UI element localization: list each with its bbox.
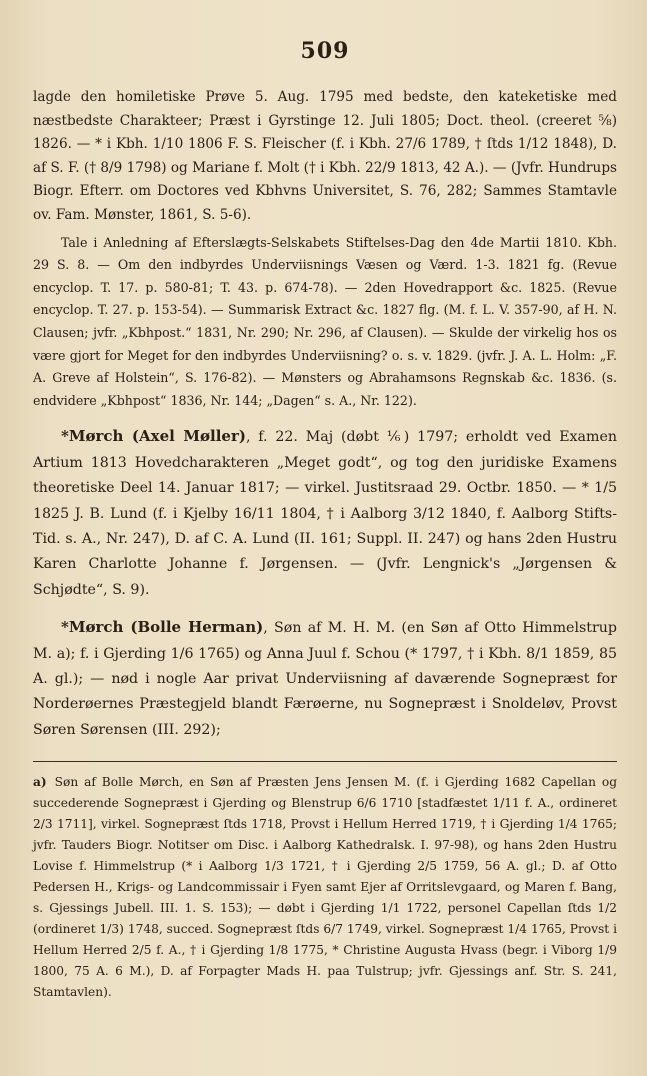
references-paragraph: Tale i Anledning af Efterslægts-Selskabets Stiftelses-Dag den 4de Martii 1810. Kbh. 29 S. 8. — Om den indbyrdes Underviisnings Væsen og Værd. 1-3. 1821 fg. (Revue encyclop. T. 17. p. 580-81; T. 43. p. 674-78). — 2den Hovedrapport &c. 1825. (Revue encyclop. T. 27. p. 153-54). — Summarisk Extract &c. 1827 flg. (M. f. L. V. 357-90, af H. N. Clausen; jvfr. „Kbhpost.“ 1831, Nr. 290; Nr. 296, af Clausen). — Skulde der virkelig hos os være gjort for Meget for den indbyrdes Underviisning? o. s. v. 1829. (jvfr. J. A. L. Holm: „F. A. Greve af Holstein“, S. 176-82). — Mønsters og Abrahamsons Regnskab &c. 1836. (s. endvidere „Kbhpost“ 1836, Nr. 144; „Dagen“ s. A., Nr. 122). [33,234,617,408]
footnote-mark: a) [33,775,47,790]
footnote-divider [33,761,617,762]
footnote-text: Søn af Bolle Mørch, en Søn af Præsten Jens Jensen M. (f. i Gjerding 1682 Capellan og succederende Sognepræst i Gjerding og Blenstrup 6/6 1710 [stadfæstet 1/11 f. A., ordineret 2/3 1711], virkel. Sognepræst ſtds 1718, Provst i Hellum Herred 1719, † i Gjerding 1/4 1765; jvfr. Tauders Biogr. Notitser om Disc. i Aalborg Kathedralsk. I. 97-98), og hans 2den Hustru Lovise f. Himmelstrup (* i Aalborg 1/3 1721, † i Gjerding 2/5 1759, 56 A. gl.; D. af Otto Pedersen H., Krigs- og Landcommissair i Fyen samt Ejer af Orritslevgaard, og Maren f. Bang, s. Gjessings Jubell. III. 1. S. 153); — døbt i Gjerding 1/1 1722, personel Capellan ſtds 1/2 (ordineret 1/3) 1748, succed. Sognepræst ſtds 6/7 1749, virkel. Sognepræst 1/4 1765, Provst i Hellum Herred 2/5 f. A., † i Gjerding 1/8 1775, * Christine Augusta Hvass (begr. i Viborg 1/9 1800, 75 A. 6 M.), D. af Forpagter Mads H. paa Tulstrup; jvfr. Gjessings anf. Str. S. 241, Stamtavlen). [33,775,617,1000]
entry-text: , f. 22. Maj (døbt ⅙) 1797; erholdt ved Examen Artium 1813 Hovedcharakteren „Meget godt“, og tog den juridiske Examens theoretiske Deel 14. Januar 1817; — virkel. Justitsraad 29. Octbr. 1850. — * 1/5 1825 J. B. Lund (f. i Kjelby 16/11 1804, † i Aalborg 3/12 1840, f. Aalborg Stifts-Tid. s. A., Nr. 247), D. af C. A. Lund (II. 161; Suppl. II. 247) og hans 2den Hustru Karen Charlotte Johanne f. Jørgensen. — (Jvfr. Lengnick's „Jørgensen & Schjødte“, S. 9). [33,429,618,598]
entry-name: *Mørch (Bolle Herman) [61,618,264,637]
continuation-paragraph: lagde den homiletiske Prøve 5. Aug. 1795 med bedste, den kateketiske med næstbedste Charakteer; Præst i Gyrstinge 12. Juli 1805; Doct. theol. (creeret ⅝) 1826. — * i Kbh. 1/10 1806 F. S. Fleischer (f. i Kbh. 27/6 1789, † ſtds 1/12 1848), D. af S. F. († 8/9 1798) og Mariane f. Molt († i Kbh. 22/9 1813, 42 A.). — (Jvfr. Hundrups Biogr. Efterr. om Doctores ved Kbhvns Universitet, S. 76, 282; Sammes Stamtavle ov. Fam. Mønster, 1861, S. 5-6). [33,89,617,223]
entry-bolle-herman [33,615,617,743]
entry-name: *Mørch (Axel Møller) [61,427,246,446]
page-number: 509 [300,38,350,64]
entry-text: , Søn af M. H. M. (en Søn af Otto Himmelstrup M. a); f. i Gjerding 1/6 1765) og Anna Juul f. Schou (* 1797, † i Kbh. 8/1 1859, 85 A. gl.); — nød i nogle Aar privat Underviisning af daværende Sognepræst for Norderøernes Præstegjeld blandt Færøerne, nu Sognepræst i Snoldeløv, Provst Søren Sørensen (III. 292); [33,620,617,738]
entry-axel-moller [33,424,617,603]
footnote [33,772,617,1003]
